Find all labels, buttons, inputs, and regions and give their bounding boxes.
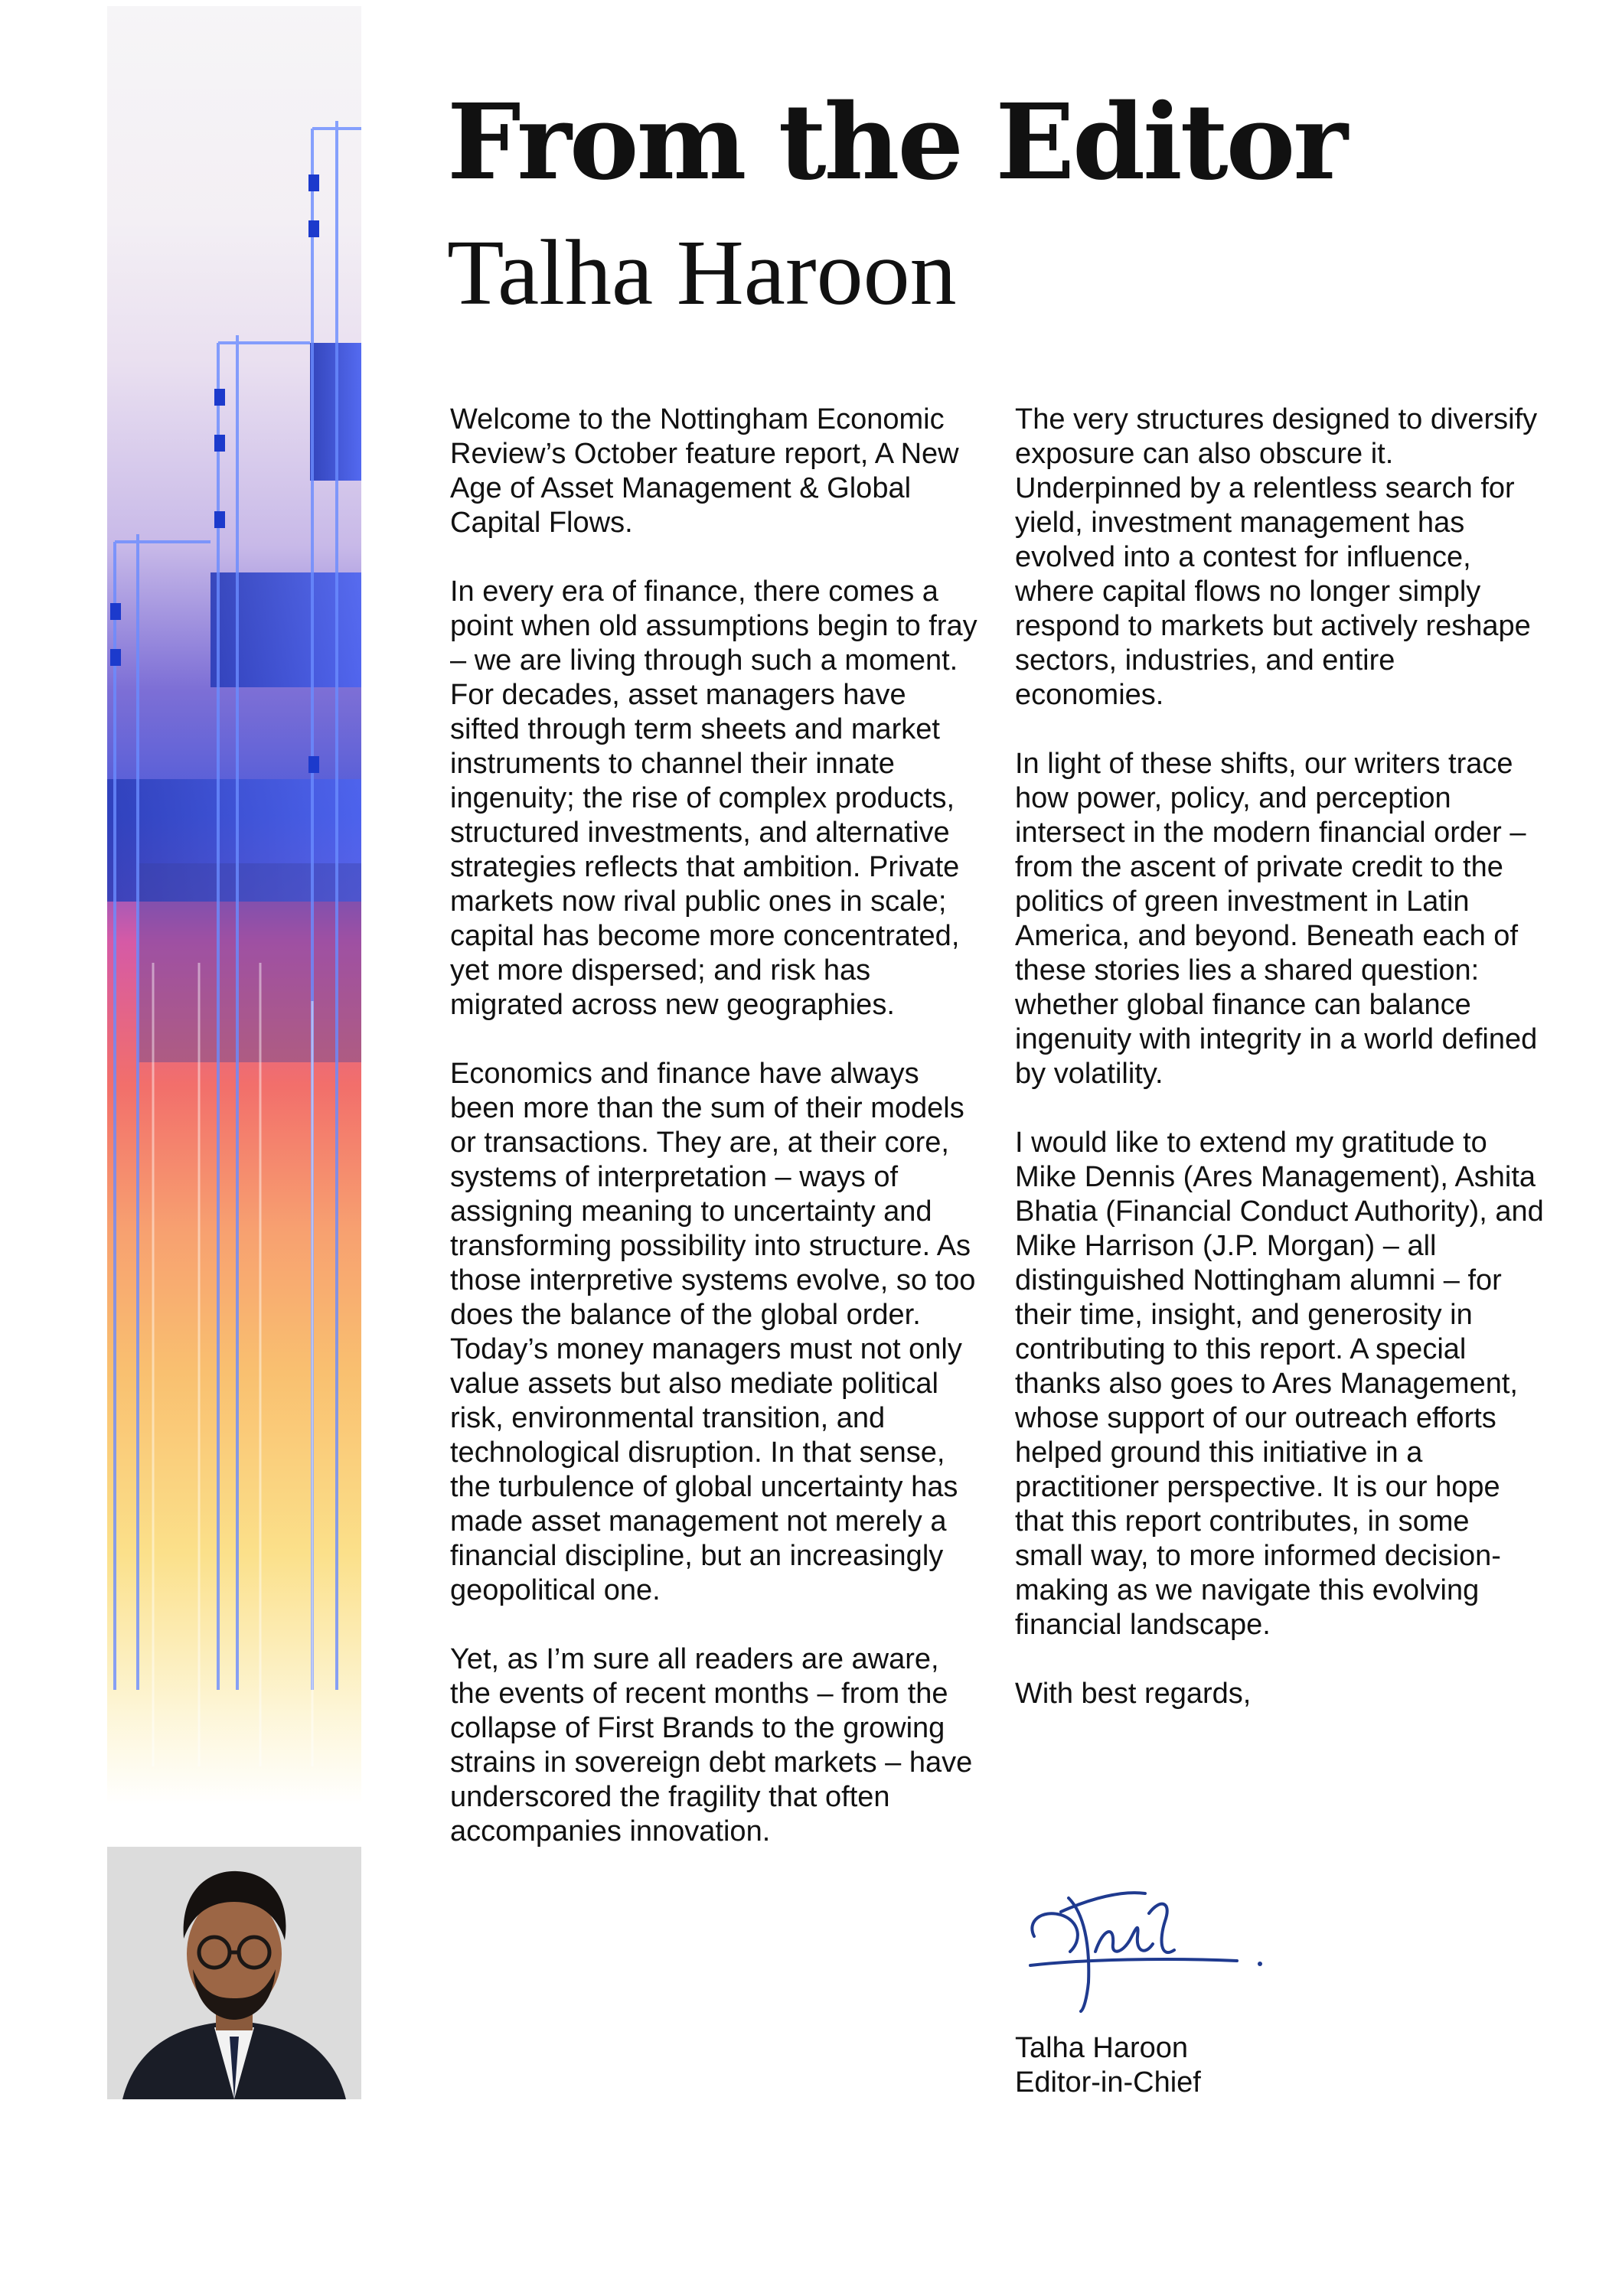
author-byline: Talha Haroon	[447, 221, 957, 325]
body-paragraph: Yet, as I’m sure all readers are aware, the events of recent months – from the collapse of First Brands to the growing strains in sovereign debt markets – have underscored the fragility that often accompanies innovation.	[450, 1643, 973, 1848]
body-paragraph: In every era of finance, there comes a point when old assumptions begin to fray – we are living through such a moment. For decades, asset managers have sifted through term sheets and market instruments to channel their innate ingenuity; the rise of complex products, structured investments, and alternative strategies reflects that ambition. Private markets now rival public ones in scale; capital has become more concentrated, yet more dispersed; and risk has migrated across new geographies.	[450, 576, 977, 1021]
signoff-name: Talha Haroon	[1015, 2032, 1189, 2064]
body-paragraph: The very structures designed to diversify exposure can also obscure it. Underpinned by a relentless search for yield, investment management has evolved into a contest for influence, where capital flows no longer simply respond to markets but actively reshape sectors, industries, and entire economies.	[1015, 403, 1538, 711]
handwritten-signature	[1015, 1867, 1291, 2016]
signature-graphic	[1015, 1867, 1291, 2013]
editor-portrait	[107, 1847, 361, 2099]
portrait-graphic	[107, 1847, 361, 2099]
intro-paragraph: Welcome to the Nottingham Economic Review’s October feature report, A New Age of Asset Management & Global Capital Flows.	[450, 403, 959, 539]
page-title: From the Editor	[447, 81, 1346, 204]
decorative-building-image	[107, 6, 361, 1805]
right-text-column	[1015, 403, 1545, 1746]
signoff-block	[1015, 2031, 1474, 2100]
closing-salutation: With best regards,	[1015, 1678, 1252, 1710]
building-facade-graphic	[107, 6, 361, 1805]
body-paragraph: In light of these shifts, our writers trace how power, policy, and perception intersect in the modern financial order – from the ascent of private credit to the politics of green investment in Latin America, and beyond. Beneath each of these stories lies a shared question: whether global finance can balance ingenuity with integrity in a world defined by volatility.	[1015, 748, 1538, 1090]
signoff-role: Editor-in-Chief	[1015, 2066, 1201, 2099]
body-paragraph: Economics and finance have always been more than the sum of their models or transactions. They are, at their core, systems of interpretation – ways of assigning meaning to uncertainty and transforming possibility into structure. As those interpretive systems evolve, so too does the balance of the global order. Today’s money managers must not only value assets but also mediate political risk, environmental transition, and technological disruption. In that sense, the turbulence of global uncertainty has made asset management not merely a financial discipline, but an increasingly geopolitical one.	[450, 1058, 976, 1606]
left-text-column	[450, 403, 978, 1883]
body-paragraph: I would like to extend my gratitude to Mike Dennis (Ares Management), Ashita Bhatia (Financial Conduct Authority), and Mike Harrison (J.P. Morgan) – all distinguished Nottingham alumni – for their time, insight, and generosity in contributing to this report. A special thanks also goes to Ares Management, whose support of our outreach efforts helped ground this initiative in a practitioner perspective. It is our hope that this report contributes, in some small way, to more informed decision-making as we navigate this evolving financial landscape.	[1015, 1127, 1544, 1641]
